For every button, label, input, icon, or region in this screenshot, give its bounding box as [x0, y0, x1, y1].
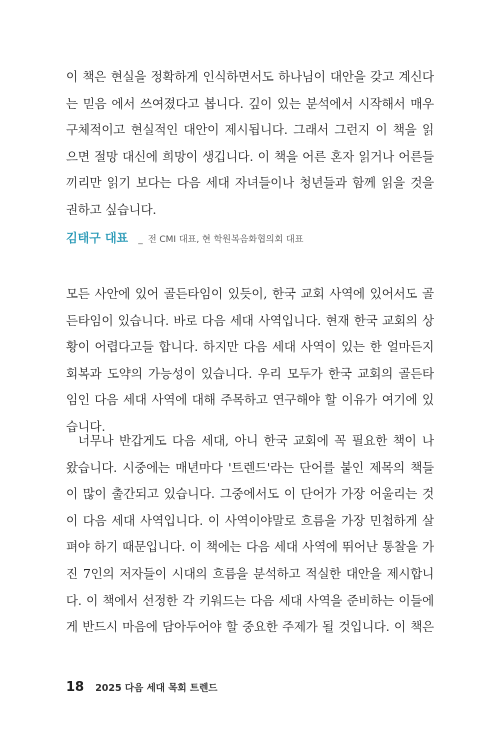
text-line: 습니다.: [66, 418, 106, 434]
endorser-role: 전 CMI 대표, 현 학원복음화협의회 대표: [147, 235, 304, 245]
text-line: 황이 어렵다고들 합니다. 하지만 다음 세대 사역이 있는 한 얼마든지: [66, 339, 434, 355]
text-line: 으면 절망 대신에 희망이 생깁니다. 이 책을 어른 혼자 읽거나 어른들: [66, 148, 434, 164]
text-line: 모든 사안에 있어 골든타임이 있듯이, 한국 교회 사역에 있어서도 골: [66, 286, 434, 301]
text-line: 든타임이 있습니다. 바로 다음 세대 사역입니다. 현재 한국 교회의 상: [66, 312, 434, 328]
text-line: 펴야 하기 때문입니다. 이 책에는 다음 세대 사역에 뛰어난 통찰을 가: [66, 539, 434, 555]
endorsement-attribution: [66, 228, 303, 249]
text-line: 진 7인의 저자들이 시대의 흐름을 분석하고 적실한 대안을 제시합니: [66, 565, 434, 581]
running-title: 2025 다음 세대 목회 트렌드: [95, 683, 218, 694]
body-paragraph-2: [66, 428, 434, 641]
page-footer: [66, 677, 217, 698]
endorser-name: 김태구 대표: [66, 231, 129, 245]
text-line: 회복과 도약의 가능성이 있습니다. 우리 모두가 한국 교회의 골든타: [66, 365, 434, 381]
text-line: 이 책은 현실을 정확하게 인식하면서도 하나님이 대안을 갖고 계신다: [66, 69, 434, 84]
text-line: 이 많이 출간되고 있습니다. 그중에서도 이 단어가 가장 어울리는 것: [66, 486, 434, 502]
text-line: 구체적이고 현실적인 대안이 제시됩니다. 그래서 그런지 이 책을 읽: [66, 122, 434, 138]
text-line: 는 믿음 에서 쓰여졌다고 봅니다. 깊이 있는 분석에서 시작해서 매우: [66, 95, 434, 111]
endorsement-quote: [66, 64, 434, 224]
text-line: 왔습니다. 시중에는 매년마다 '트렌드'라는 단어를 붙인 제목의 책들: [66, 459, 434, 475]
text-line: 너무나 반갑게도 다음 세대, 아니 한국 교회에 꼭 필요한 책이 나: [78, 433, 434, 448]
page-number: 18: [66, 680, 85, 695]
text-line: 임인 다음 세대 사역에 대해 주목하고 연구해야 할 이유가 여기에 있: [66, 392, 434, 408]
text-line: 권하고 싶습니다.: [66, 201, 157, 217]
text-line: 게 반드시 마음에 담아두어야 할 중요한 주제가 될 것입니다. 이 책은: [66, 619, 434, 635]
text-line: 다. 이 책에서 선정한 각 키워드는 다음 세대 사역을 준비하는 이들에: [66, 592, 434, 608]
body-paragraph-1: [66, 281, 434, 441]
text-line: 끼리만 읽기 보다는 다음 세대 자녀들이나 청년들과 함께 읽을 것을: [66, 175, 434, 191]
text-line: 이 다음 세대 사역입니다. 이 사역이야말로 흐름을 가장 민첩하게 살: [66, 512, 434, 528]
attribution-separator: _: [138, 235, 143, 245]
